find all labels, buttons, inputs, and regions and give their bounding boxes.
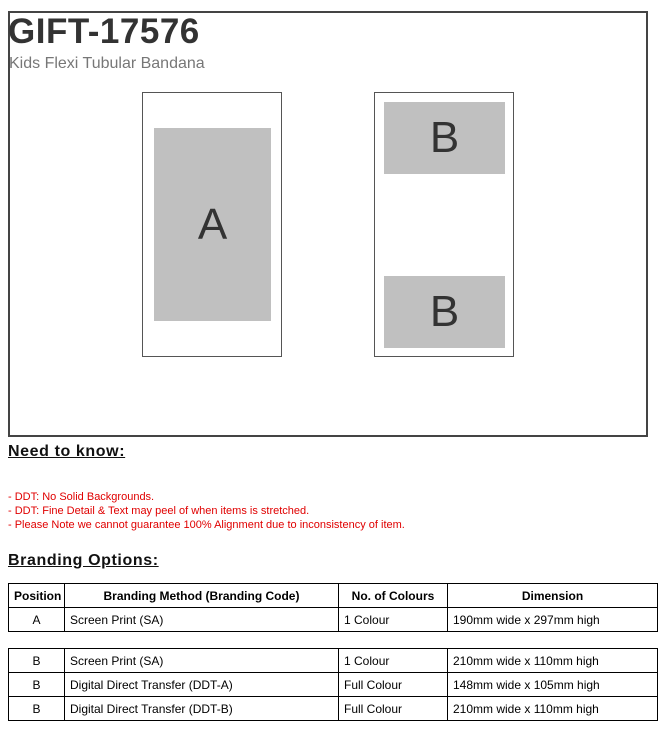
need-to-know-heading: Need to know: [8, 443, 126, 460]
cell-colours: 1 Colour [339, 649, 448, 673]
product-code: GIFT-17576 [8, 12, 200, 51]
note-item: - DDT: Fine Detail & Text may peel of when items is stretched. [8, 505, 310, 517]
table-header-row [9, 584, 658, 608]
print-zone-b-top: B [384, 102, 505, 174]
cell-position: B [9, 673, 65, 697]
cell-method: Digital Direct Transfer (DDT-A) [65, 673, 339, 697]
table-row [9, 697, 658, 721]
cell-position: B [9, 649, 65, 673]
branding-table-position-a [8, 583, 658, 632]
cell-method: Screen Print (SA) [65, 649, 339, 673]
cell-colours: Full Colour [339, 673, 448, 697]
branding-table-position-b [8, 648, 658, 721]
cell-method: Screen Print (SA) [65, 608, 339, 632]
branding-options-heading: Branding Options: [8, 552, 159, 569]
print-zone-b-bottom: B [384, 276, 505, 348]
cell-colours: 1 Colour [339, 608, 448, 632]
cell-dimension: 190mm wide x 297mm high [448, 608, 658, 632]
table-row [9, 608, 658, 632]
cell-position: B [9, 697, 65, 721]
note-item: - Please Note we cannot guarantee 100% Alignment due to inconsistency of item. [8, 519, 405, 531]
cell-colours: Full Colour [339, 697, 448, 721]
cell-dimension: 210mm wide x 110mm high [448, 697, 658, 721]
column-header-method: Branding Method (Branding Code) [65, 584, 339, 608]
column-header-dimension: Dimension [448, 584, 658, 608]
need-to-know-notes [8, 490, 405, 532]
cell-dimension: 210mm wide x 110mm high [448, 649, 658, 673]
product-diagram-frame [8, 11, 648, 437]
cell-position: A [9, 608, 65, 632]
table-row [9, 673, 658, 697]
note-item: - DDT: No Solid Backgrounds. [8, 491, 155, 503]
column-header-colours: No. of Colours [339, 584, 448, 608]
print-zone-a: A [154, 128, 271, 321]
table-row [9, 649, 658, 673]
product-name: Kids Flexi Tubular Bandana [9, 55, 205, 72]
cell-method: Digital Direct Transfer (DDT-B) [65, 697, 339, 721]
column-header-position: Position [9, 584, 65, 608]
cell-dimension: 148mm wide x 105mm high [448, 673, 658, 697]
